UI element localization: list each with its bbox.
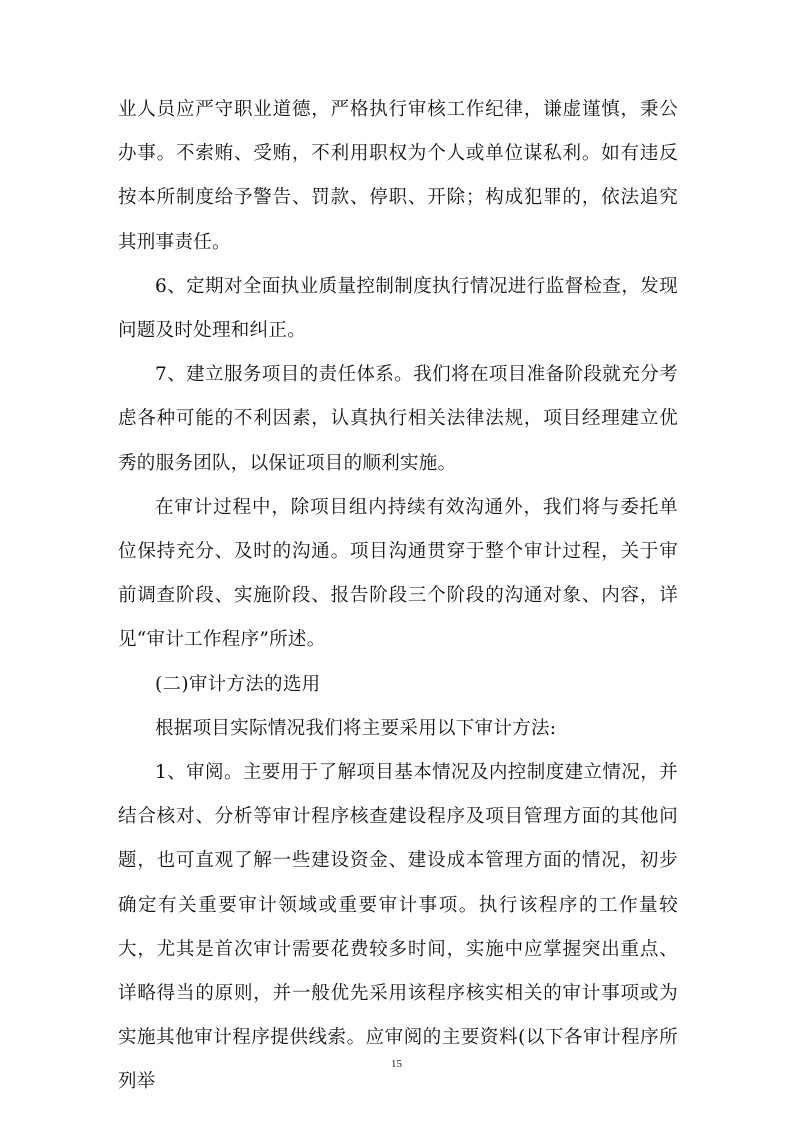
section-heading-audit-methods: (二)审计方法的选用: [155, 673, 321, 695]
paragraph-communication: 在审计过程中，除项目组内持续有效沟通外，我们将与委托单位保持充分、及时的沟通。项目沟通贯穿于整个审计过程，关于审前调查阶段、实施阶段、报告阶段三个阶段的沟通对象、内容，详见“审计工作程序”所述。: [118, 496, 678, 651]
paragraph-methods-intro: 根据项目实际情况我们将主要采用以下审计方法:: [155, 717, 557, 739]
document-body: [118, 88, 678, 1105]
page-number: 15: [391, 1058, 402, 1070]
paragraph-item-7: 7、建立服务项目的责任体系。我们将在项目准备阶段就充分考虑各种可能的不利因素，认真执行相关法律法规，项目经理建立优秀的服务团队，以保证项目的顺利实施。: [118, 364, 678, 474]
paragraph-method-review: 1、审阅。主要用于了解项目基本情况及内控制度建立情况，并结合核对、分析等审计程序核查建设程序及项目管理方面的其他问题，也可直观了解一些建设资金、建设成本管理方面的情况，初步确定有关重要审计领域或重要审计事项。执行该程序的工作量较大，尤其是首次审计需要花费较多时间，实施中应掌握突出重点、详略得当的原则，并一般优先采用该程序核实相关的审计事项或为实施其他审计程序提供线索。应审阅的主要资料(以下各审计程序所列举: [118, 762, 678, 1093]
paragraph-ethics-continuation: 业人员应严守职业道德，严格执行审核工作纪律，谦虚谨慎，秉公办事。不索贿、受贿，不利用职权为个人或单位谋私利。如有违反按本所制度给予警告、罚款、停职、开除；构成犯罪的，依法追究其刑事责任。: [118, 99, 678, 253]
paragraph-item-6: 6、定期对全面执业质量控制制度执行情况进行监督检查，发现问题及时处理和纠正。: [118, 275, 678, 342]
